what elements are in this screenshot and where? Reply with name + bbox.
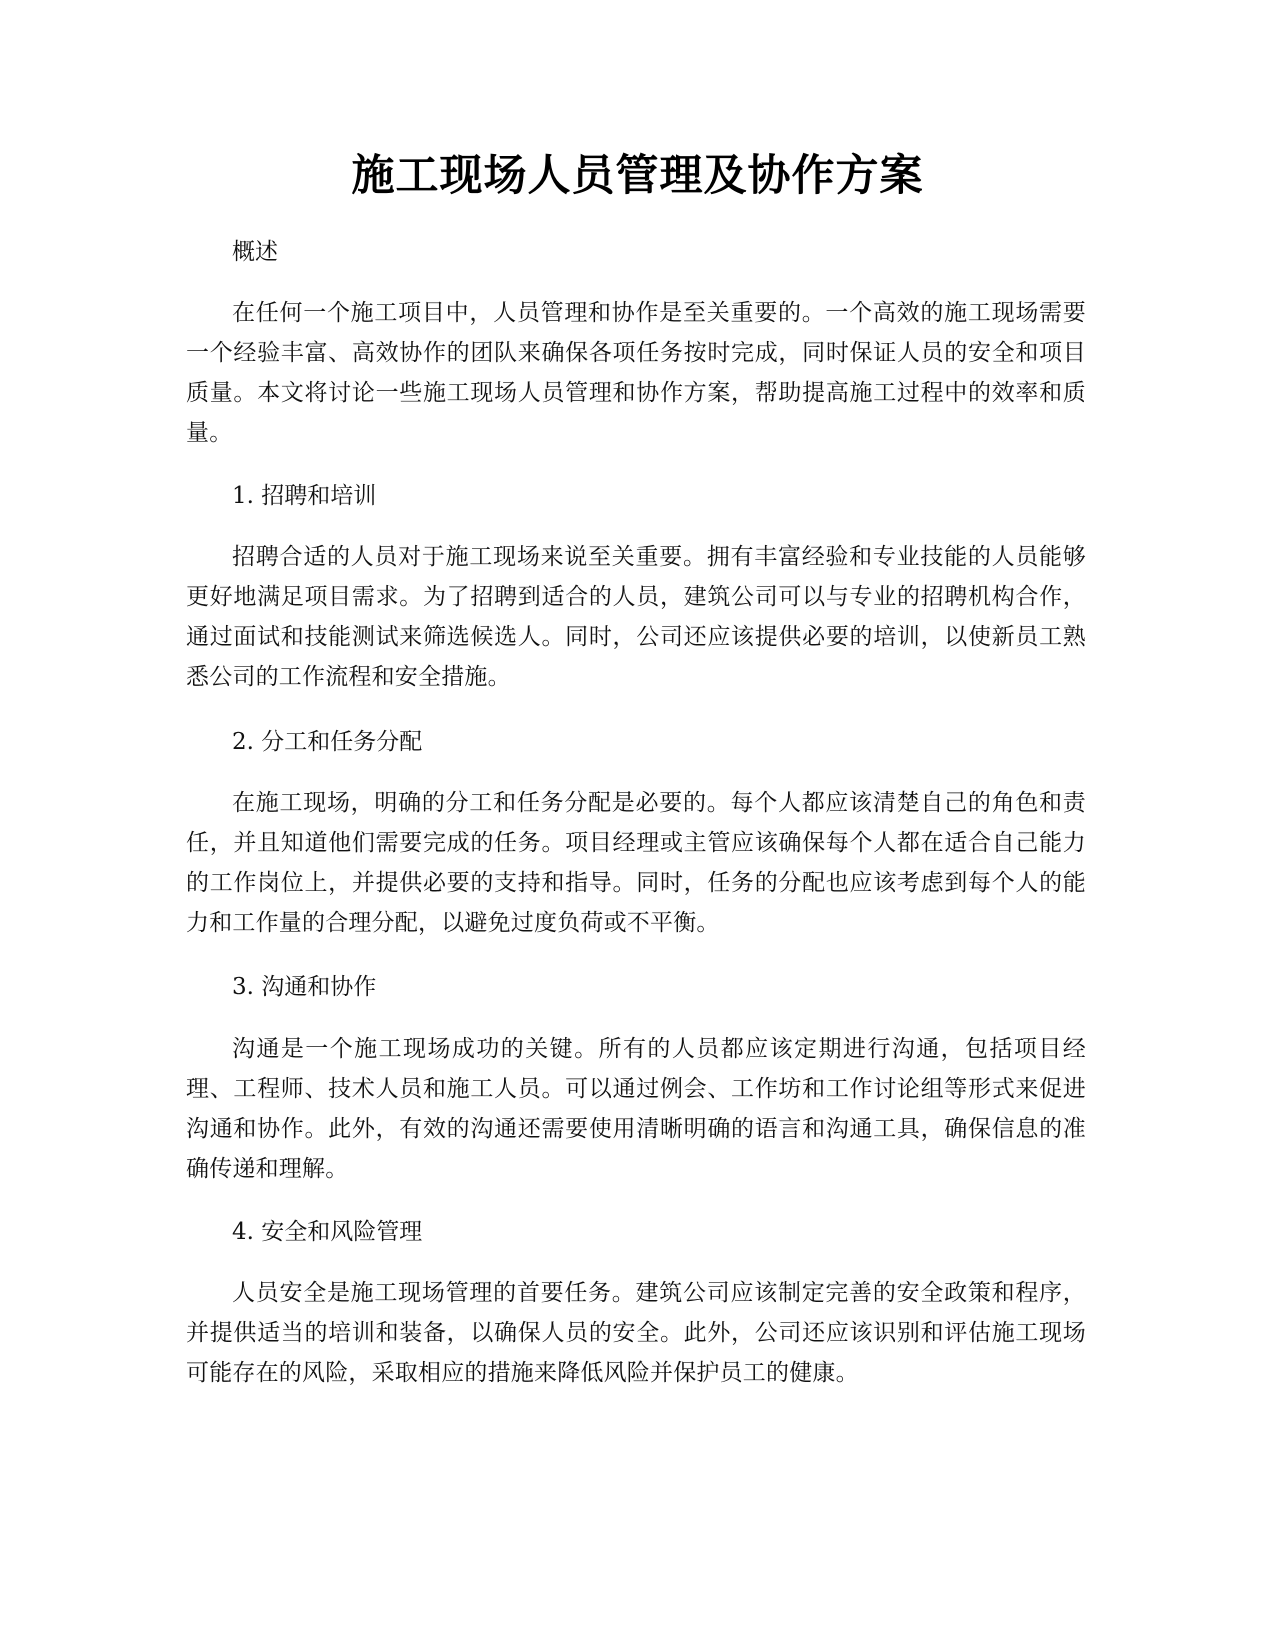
section-heading-recruitment: 1. 招聘和培训 — [232, 483, 377, 509]
document-title: 施工现场人员管理及协作方案 — [351, 151, 924, 201]
section-heading-task-assignment: 2. 分工和任务分配 — [232, 729, 423, 755]
section-paragraph-recruitment: 招聘合适的人员对于施工现场来说至关重要。拥有丰富经验和专业技能的人员能够更好地满足项目需求。为了招聘到适合的人员，建筑公司可以与专业的招聘机构合作，通过面试和技能测试来筛选候选人。同时，公司还应该提供必要的培训，以使新员工熟悉公司的工作流程和安全措施。 — [186, 544, 1086, 690]
section-heading-communication: 3. 沟通和协作 — [232, 974, 377, 1000]
section-paragraph-task-assignment: 在施工现场，明确的分工和任务分配是必要的。每个人都应该清楚自己的角色和责任，并且知道他们需要完成的任务。项目经理或主管应该确保每个人都在适合自己能力的工作岗位上，并提供必要的支持和指导。同时，任务的分配也应该考虑到每个人的能力和工作量的合理分配，以避免过度负荷或不平衡。 — [186, 790, 1086, 936]
section-paragraph-safety: 人员安全是施工现场管理的首要任务。建筑公司应该制定完善的安全政策和程序，并提供适当的培训和装备，以确保人员的安全。此外，公司还应该识别和评估施工现场可能存在的风险，采取相应的措施来降低风险并保护员工的健康。 — [186, 1280, 1086, 1386]
section-paragraph-communication: 沟通是一个施工现场成功的关键。所有的人员都应该定期进行沟通，包括项目经理、工程师、技术人员和施工人员。可以通过例会、工作坊和工作讨论组等形式来促进沟通和协作。此外，有效的沟通还需要使用清晰明确的语言和沟通工具，确保信息的准确传递和理解。 — [186, 1036, 1086, 1182]
section-paragraph-overview: 在任何一个施工项目中，人员管理和协作是至关重要的。一个高效的施工现场需要一个经验丰富、高效协作的团队来确保各项任务按时完成，同时保证人员的安全和项目质量。本文将讨论一些施工现场人员管理和协作方案，帮助提高施工过程中的效率和质量。 — [186, 300, 1086, 446]
section-heading-overview: 概述 — [232, 239, 278, 265]
section-heading-safety: 4. 安全和风险管理 — [232, 1219, 423, 1245]
